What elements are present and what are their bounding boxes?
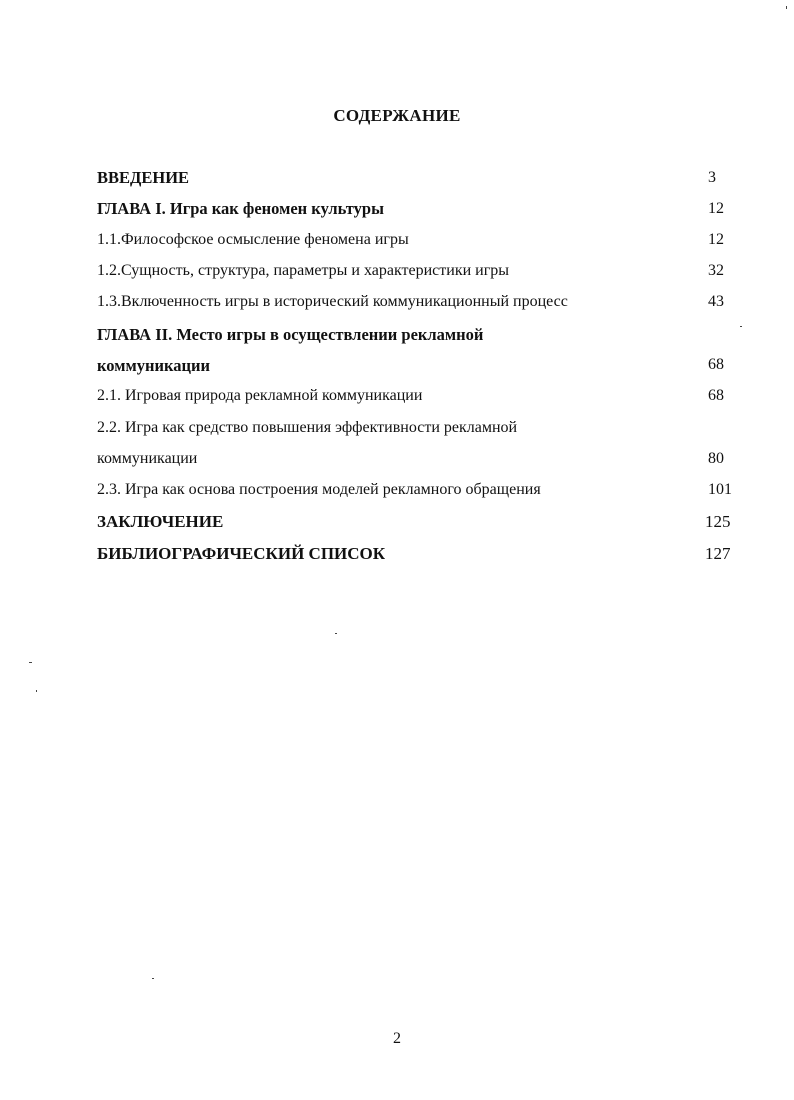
scan-speck	[152, 978, 154, 979]
toc-entry-section-2-2: 2.2. Игра как средство повышения эффективности рекламной	[97, 419, 518, 436]
toc-page-chapter-1: 12	[708, 200, 724, 217]
toc-entry-introduction: ВВЕДЕНИЕ	[97, 168, 190, 187]
page-number: 2	[393, 1030, 401, 1047]
scan-speck	[740, 326, 742, 327]
toc-entry-section-2-1: 2.1. Игровая природа рекламной коммуникации	[97, 387, 423, 404]
toc-page-section-1-3: 43	[708, 293, 724, 310]
scan-speck	[335, 633, 337, 634]
toc-entry-section-2-2-continued: коммуникации	[97, 450, 198, 467]
toc-page-section-1-1: 12	[708, 231, 724, 248]
toc-title: СОДЕРЖАНИЕ	[333, 106, 461, 125]
toc-page-conclusion: 125	[705, 512, 731, 531]
toc-entry-bibliography: БИБЛИОГРАФИЧЕСКИЙ СПИСОК	[97, 544, 386, 563]
toc-entry-chapter-1: ГЛАВА I. Игра как феномен культуры	[97, 199, 384, 218]
scan-speck	[29, 662, 32, 663]
toc-page-section-1-2: 32	[708, 262, 724, 279]
toc-entry-chapter-2: ГЛАВА II. Место игры в осуществлении рекламной	[97, 325, 484, 344]
toc-page-section-2-3: 101	[708, 481, 732, 498]
toc-page-bibliography: 127	[705, 544, 731, 563]
toc-page-chapter-2: 68	[708, 356, 724, 373]
toc-entry-conclusion: ЗАКЛЮЧЕНИЕ	[97, 512, 224, 531]
toc-page-introduction: 3	[708, 169, 716, 186]
toc-entry-section-1-2: 1.2.Сущность, структура, параметры и характеристики игры	[97, 262, 510, 279]
toc-entry-section-2-3: 2.3. Игра как основа построения моделей рекламного обращения	[97, 481, 541, 498]
toc-entry-section-1-1: 1.1.Философское осмысление феномена игры	[97, 231, 409, 248]
scan-speck	[36, 690, 37, 692]
scan-speck	[786, 6, 787, 9]
toc-page-section-2-1: 68	[708, 387, 724, 404]
toc-entry-chapter-2-continued: коммуникации	[97, 356, 210, 375]
toc-entry-section-1-3: 1.3.Включенность игры в исторический коммуникационный процесс	[97, 293, 568, 310]
toc-page-section-2-2: 80	[708, 450, 724, 467]
